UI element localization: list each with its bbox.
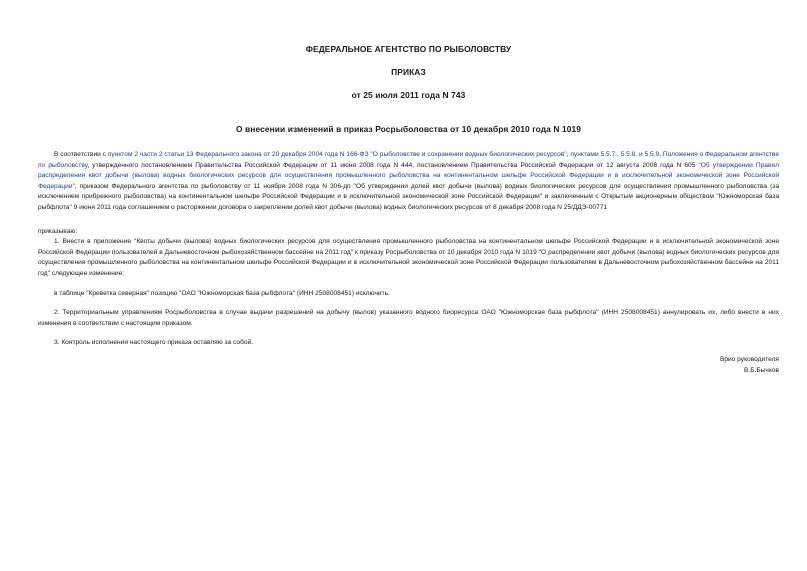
preamble-paragraph [38, 150, 779, 214]
preamble-text-1: В соответствии с [54, 151, 108, 158]
law-166-fz-link[interactable]: пунктом 2 части 2 статьи 13 Федерального закона от 20 декабря 2004 года N 166-ФЗ "О рыболовстве и сохранении водных биологических ресурсов" [107, 151, 567, 158]
document-title: О внесении изменений в приказ Росрыболовства от 10 декабря 2010 года N 1019 [236, 124, 581, 134]
document-date-number: от 25 июля 2011 года N 743 [351, 90, 466, 100]
signature-block [38, 355, 779, 376]
regulation-clauses-link[interactable]: пунктами 5.5.7., 5.5.8. и 5.5.9. Положения о Федеральном агентстве по рыболовству [38, 151, 780, 169]
item-1-paragraph: 1. Внести в приложение "Квоты добычи (вылова) водных биологических ресурсов для осуществления промышленного рыболовства на континентальном шельфе Российской Федерации и в исключительной экономической зоне Российской Федерации пользователей в Дальневосточном рыбохозяйственном бассейне на 2011 год" к приказу Росрыболовства от 10 декабря 2010 года N 1019 "О распределении квот добычи (вылова) водных биологических ресурсов для осуществления промышленного рыболовства на континентальном шельфе Российской Федерации и в исключительной экономической зоне Российской Федерации пользователям в Дальневосточном рыбохозяйственном бассейне на 2011 год" следующее изменение: [38, 238, 779, 277]
signatory-name: В.Б.Бычков [743, 366, 779, 374]
agency-name: ФЕДЕРАЛЬНОЕ АГЕНТСТВО ПО РЫБОЛОВСТВУ [305, 44, 512, 54]
signatory-position: Врио руководителя [719, 355, 779, 363]
quota-rules-link[interactable]: "Об утверждении Правил распределения квот добычи (вылова) водных биологических ресурсов для осуществления промышленного рыболовства на континентальном шельфе Российской Федерации и в исключительной экономической зоне Российской Федерации" [38, 161, 779, 190]
item-1-subparagraph: в таблице "Креветка северная" позицию "ОАО "Южноморская база рыбфлота" (ИНН 2508008451) исключить. [54, 289, 390, 297]
item-3-paragraph: 3. Контроль исполнения настоящего приказа оставляю за собой. [54, 339, 254, 347]
item-2-paragraph: 2. Территориальным управлениям Росрыболовства в случае выдачи разрешений на добычу (вылов) указанного водного биоресурса ОАО "Южноморская база рыбфлота" (ИНН 2508008451) аннулировать их, либо внести в них изменения в соответствии с настоящим приказом. [38, 309, 779, 327]
document-type: ПРИКАЗ [391, 67, 426, 77]
preamble-text-2: , [566, 151, 571, 158]
preamble-text-3: , утвержденного постановлением Правительства Российской Федерации от 11 июня 2008 года N 444, постановлением Правительства Российской Федерации от 12 августа 2008 года N 605 [87, 161, 699, 169]
preamble-text-4: , приказом Федерального агентства по рыболовству от 11 ноября 2008 года N 306-дп "Об утверждении долей квот добычи (вылова) водных биологических ресурсов для осуществления промышленного рыболовства (за исключением прибрежного рыболовства) на континентальном шельфе Российской Федерации и в исключительной экономической зоне Российской Федерации" и заключенным с Открытым акционерным обществом "Южноморская база рыбфлота" 9 июня 2011 года соглашением о расторжении договора о закреплении долей квот добычи (вылова) водных биологических ресурсов от 8 декабря 2008 года N 25/ДДЭ-00771 [38, 182, 779, 211]
order-word: приказываю: [38, 227, 78, 235]
